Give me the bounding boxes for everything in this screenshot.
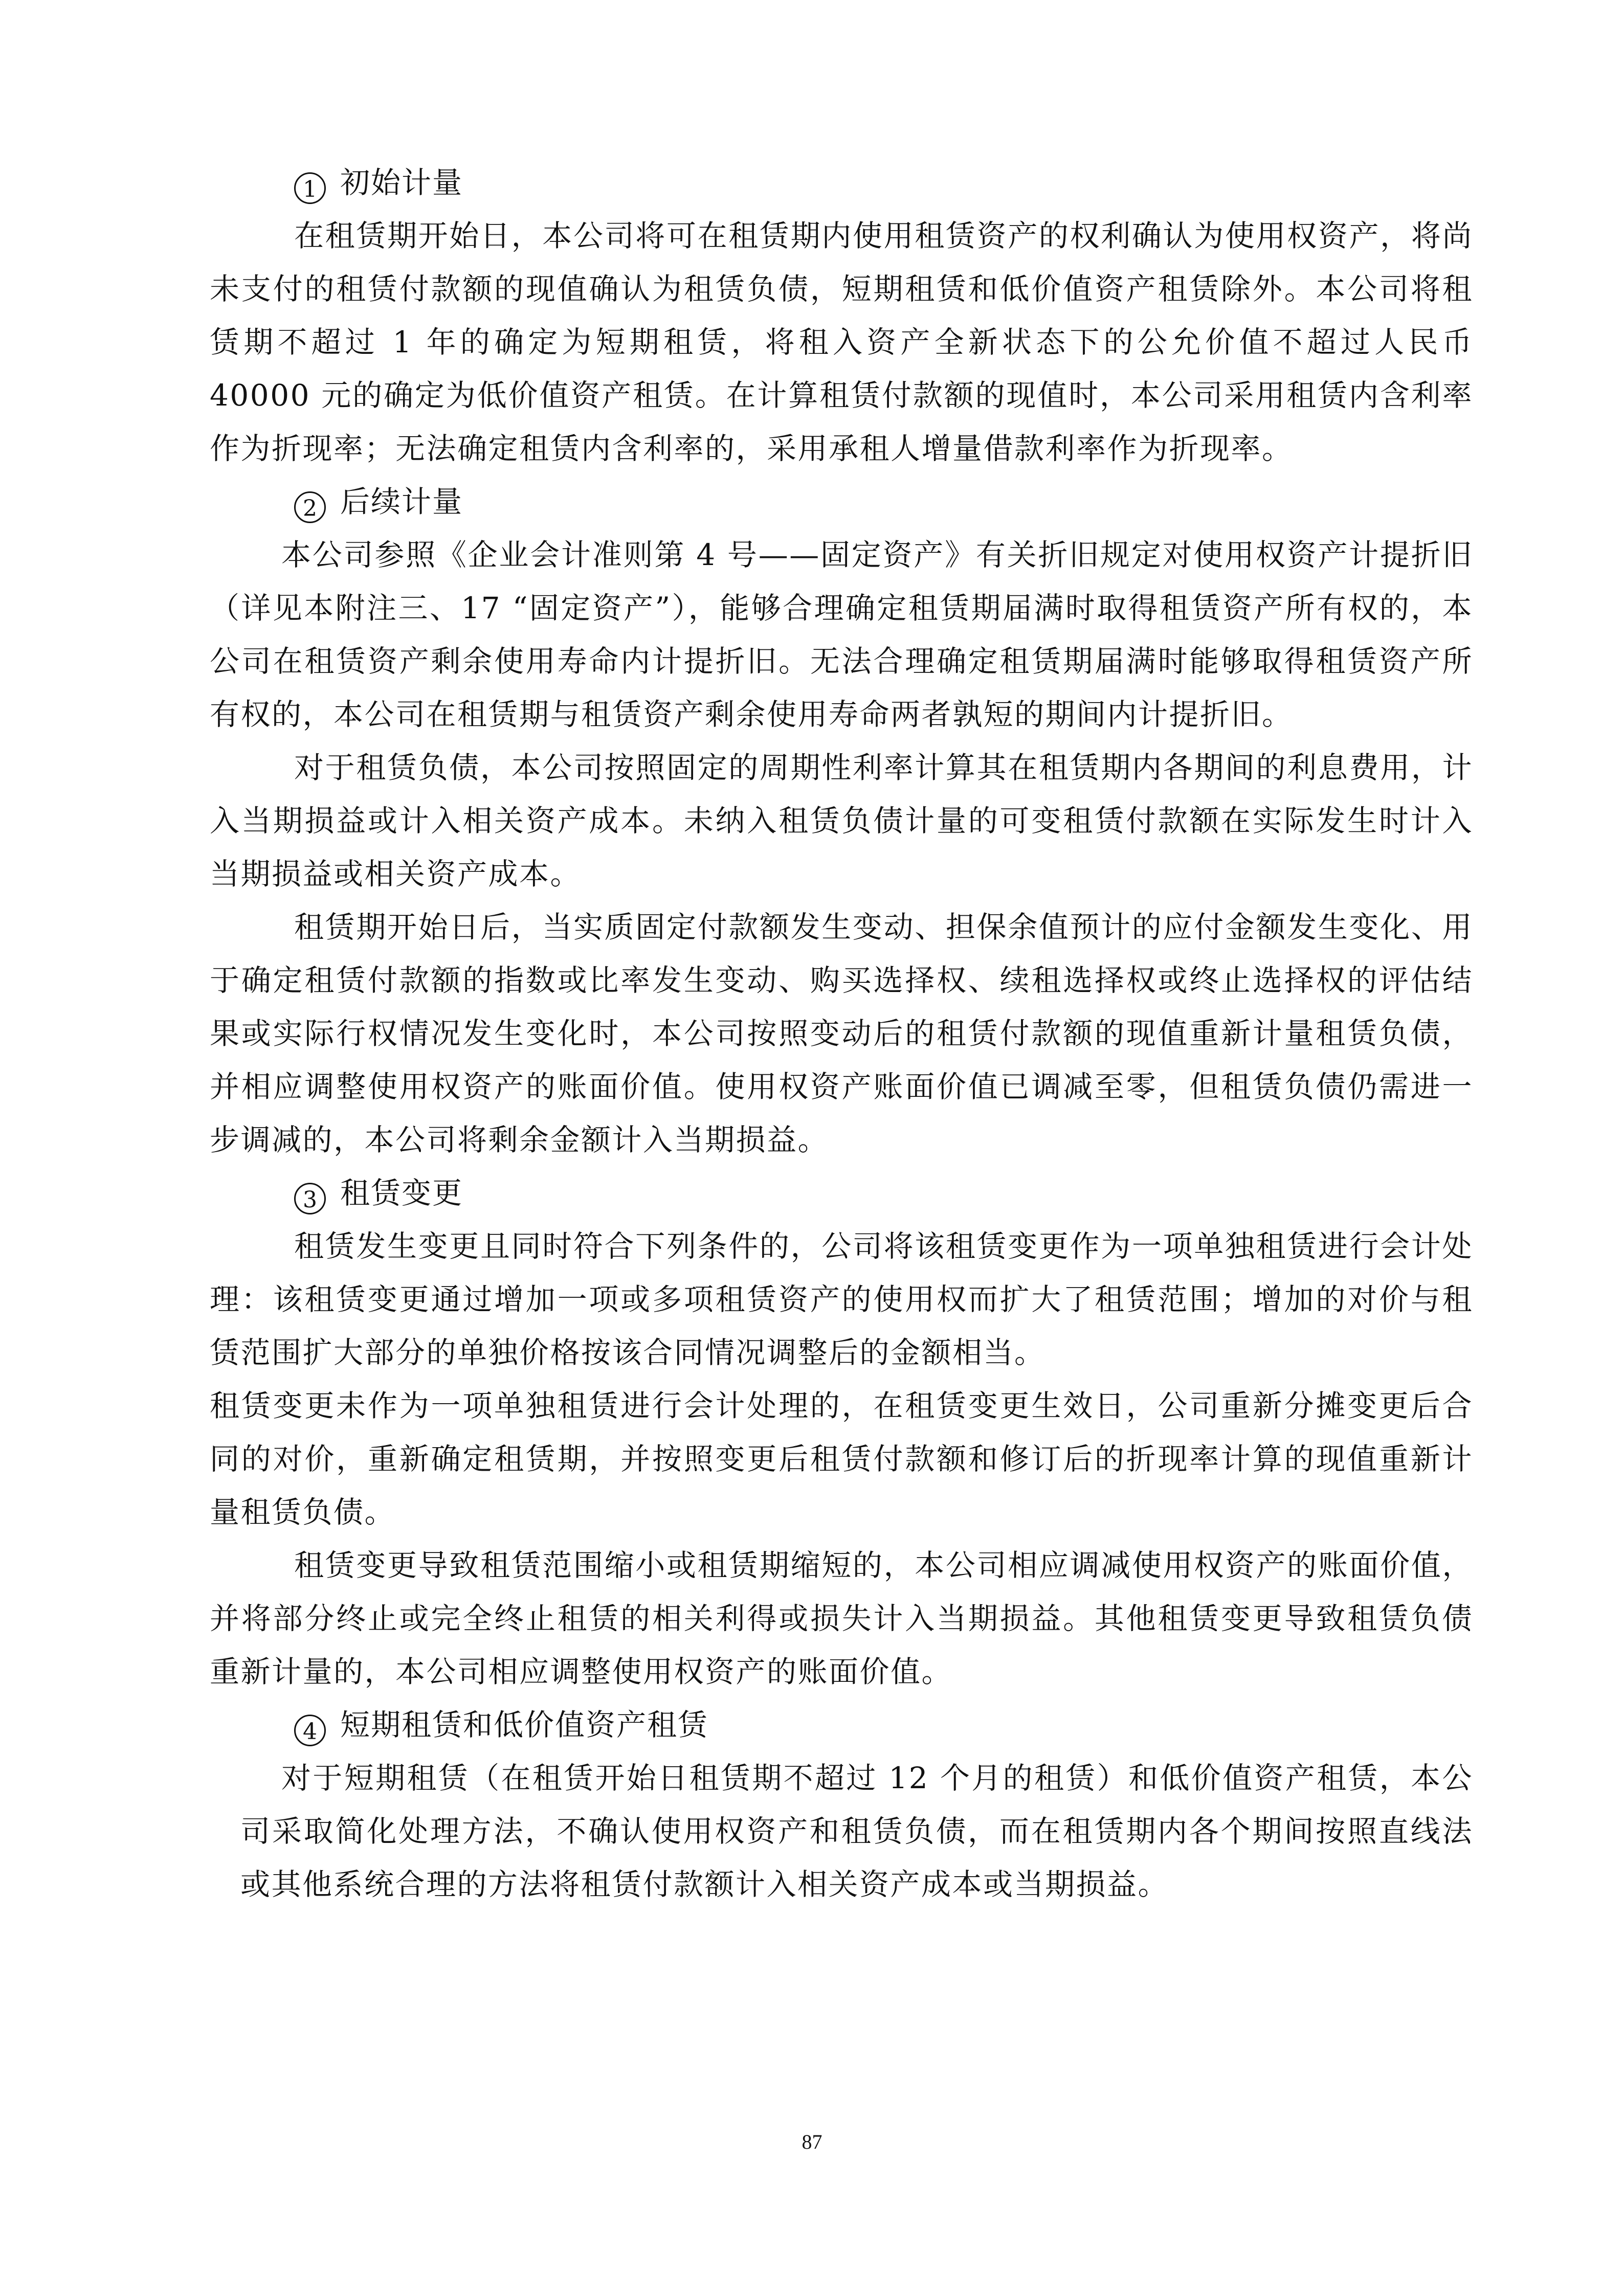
section-heading-subsequent-measurement: [210, 475, 1473, 528]
circled-number-1: 1: [294, 172, 326, 204]
page-number: 87: [802, 2130, 822, 2153]
circled-number-4: 4: [294, 1715, 326, 1746]
circled-number-2: 2: [294, 491, 326, 523]
paragraph: 对于短期租赁（在租赁开始日租赁期不超过 12 个月的租赁）和低价值资产租赁，本公司采取简化处理方法，不确认使用权资产和租赁负债，而在租赁期内各个期间按照直线法或其他系统合理的方法将租赁付款额计入相关资产成本或当期损益。: [240, 1761, 1473, 1902]
paragraph: 租赁期开始日后，当实质固定付款额发生变动、担保余值预计的应付金额发生变化、用于确定租赁付款额的指数或比率发生变动、购买选择权、续租选择权或终止选择权的评估结果或实际行权情况发生变化时，本公司按照变动后的租赁付款额的现值重新计量租赁负债，并相应调整使用权资产的账面价值。使用权资产账面价值已调减至零，但租赁负债仍需进一步调减的，本公司将剩余金额计入当期损益。: [210, 910, 1473, 1157]
paragraph: 租赁发生变更且同时符合下列条件的，公司将该租赁变更作为一项单独租赁进行会计处理：该租赁变更通过增加一项或多项租赁资产的使用权而扩大了租赁范围；增加的对价与租赁范围扩大部分的单独价格按该合同情况调整后的金额相当。: [210, 1229, 1473, 1370]
section-heading-short-term-low-value-leases: [210, 1698, 1473, 1751]
paragraph: 租赁变更导致租赁范围缩小或租赁期缩短的，本公司相应调减使用权资产的账面价值，并将部分终止或完全终止租赁的相关利得或损失计入当期损益。其他租赁变更导致租赁负债重新计量的，本公司相应调整使用权资产的账面价值。: [210, 1548, 1473, 1689]
paragraph: 本公司参照《企业会计准则第 4 号——固定资产》有关折旧规定对使用权资产计提折旧（详见本附注三、17 “固定资产”），能够合理确定租赁期届满时取得租赁资产所有权的，本公司在租赁资产剩余使用寿命内计提折旧。无法合理确定租赁期届满时能够取得租赁资产所有权的，本公司在租赁期与租赁资产剩余使用寿命两者孰短的期间内计提折旧。: [210, 537, 1473, 732]
section-title: 后续计量: [340, 484, 463, 519]
section-heading-lease-modification: [210, 1166, 1473, 1220]
page-body: [210, 156, 1473, 1911]
section-title: 租赁变更: [340, 1176, 463, 1210]
paragraph: 在租赁期开始日，本公司将可在租赁期内使用租赁资产的权利确认为使用权资产，将尚未支付的租赁付款额的现值确认为租赁负债，短期租赁和低价值资产租赁除外。本公司将租赁期不超过 1 年的确定为短期租赁，将租入资产全新状态下的公允价值不超过人民币 40000 元的确定为低价值资产租赁。在计算租赁付款额的现值时，本公司采用租赁内含利率作为折现率；无法确定租赁内含利率的，采用承租人增量借款利率作为折现率。: [210, 218, 1473, 466]
circled-number-3: 3: [294, 1183, 326, 1214]
section-heading-initial-measurement: [210, 156, 1473, 209]
section-title: 初始计量: [340, 165, 463, 200]
paragraph: 租赁变更未作为一项单独租赁进行会计处理的，在租赁变更生效日，公司重新分摊变更后合同的对价，重新确定租赁期，并按照变更后租赁付款额和修订后的折现率计算的现值重新计量租赁负债。: [210, 1388, 1473, 1529]
section-title: 短期租赁和低价值资产租赁: [340, 1707, 709, 1742]
paragraph: 对于租赁负债，本公司按照固定的周期性利率计算其在租赁期内各期间的利息费用，计入当期损益或计入相关资产成本。未纳入租赁负债计量的可变租赁付款额在实际发生时计入当期损益或相关资产成本。: [210, 750, 1473, 891]
